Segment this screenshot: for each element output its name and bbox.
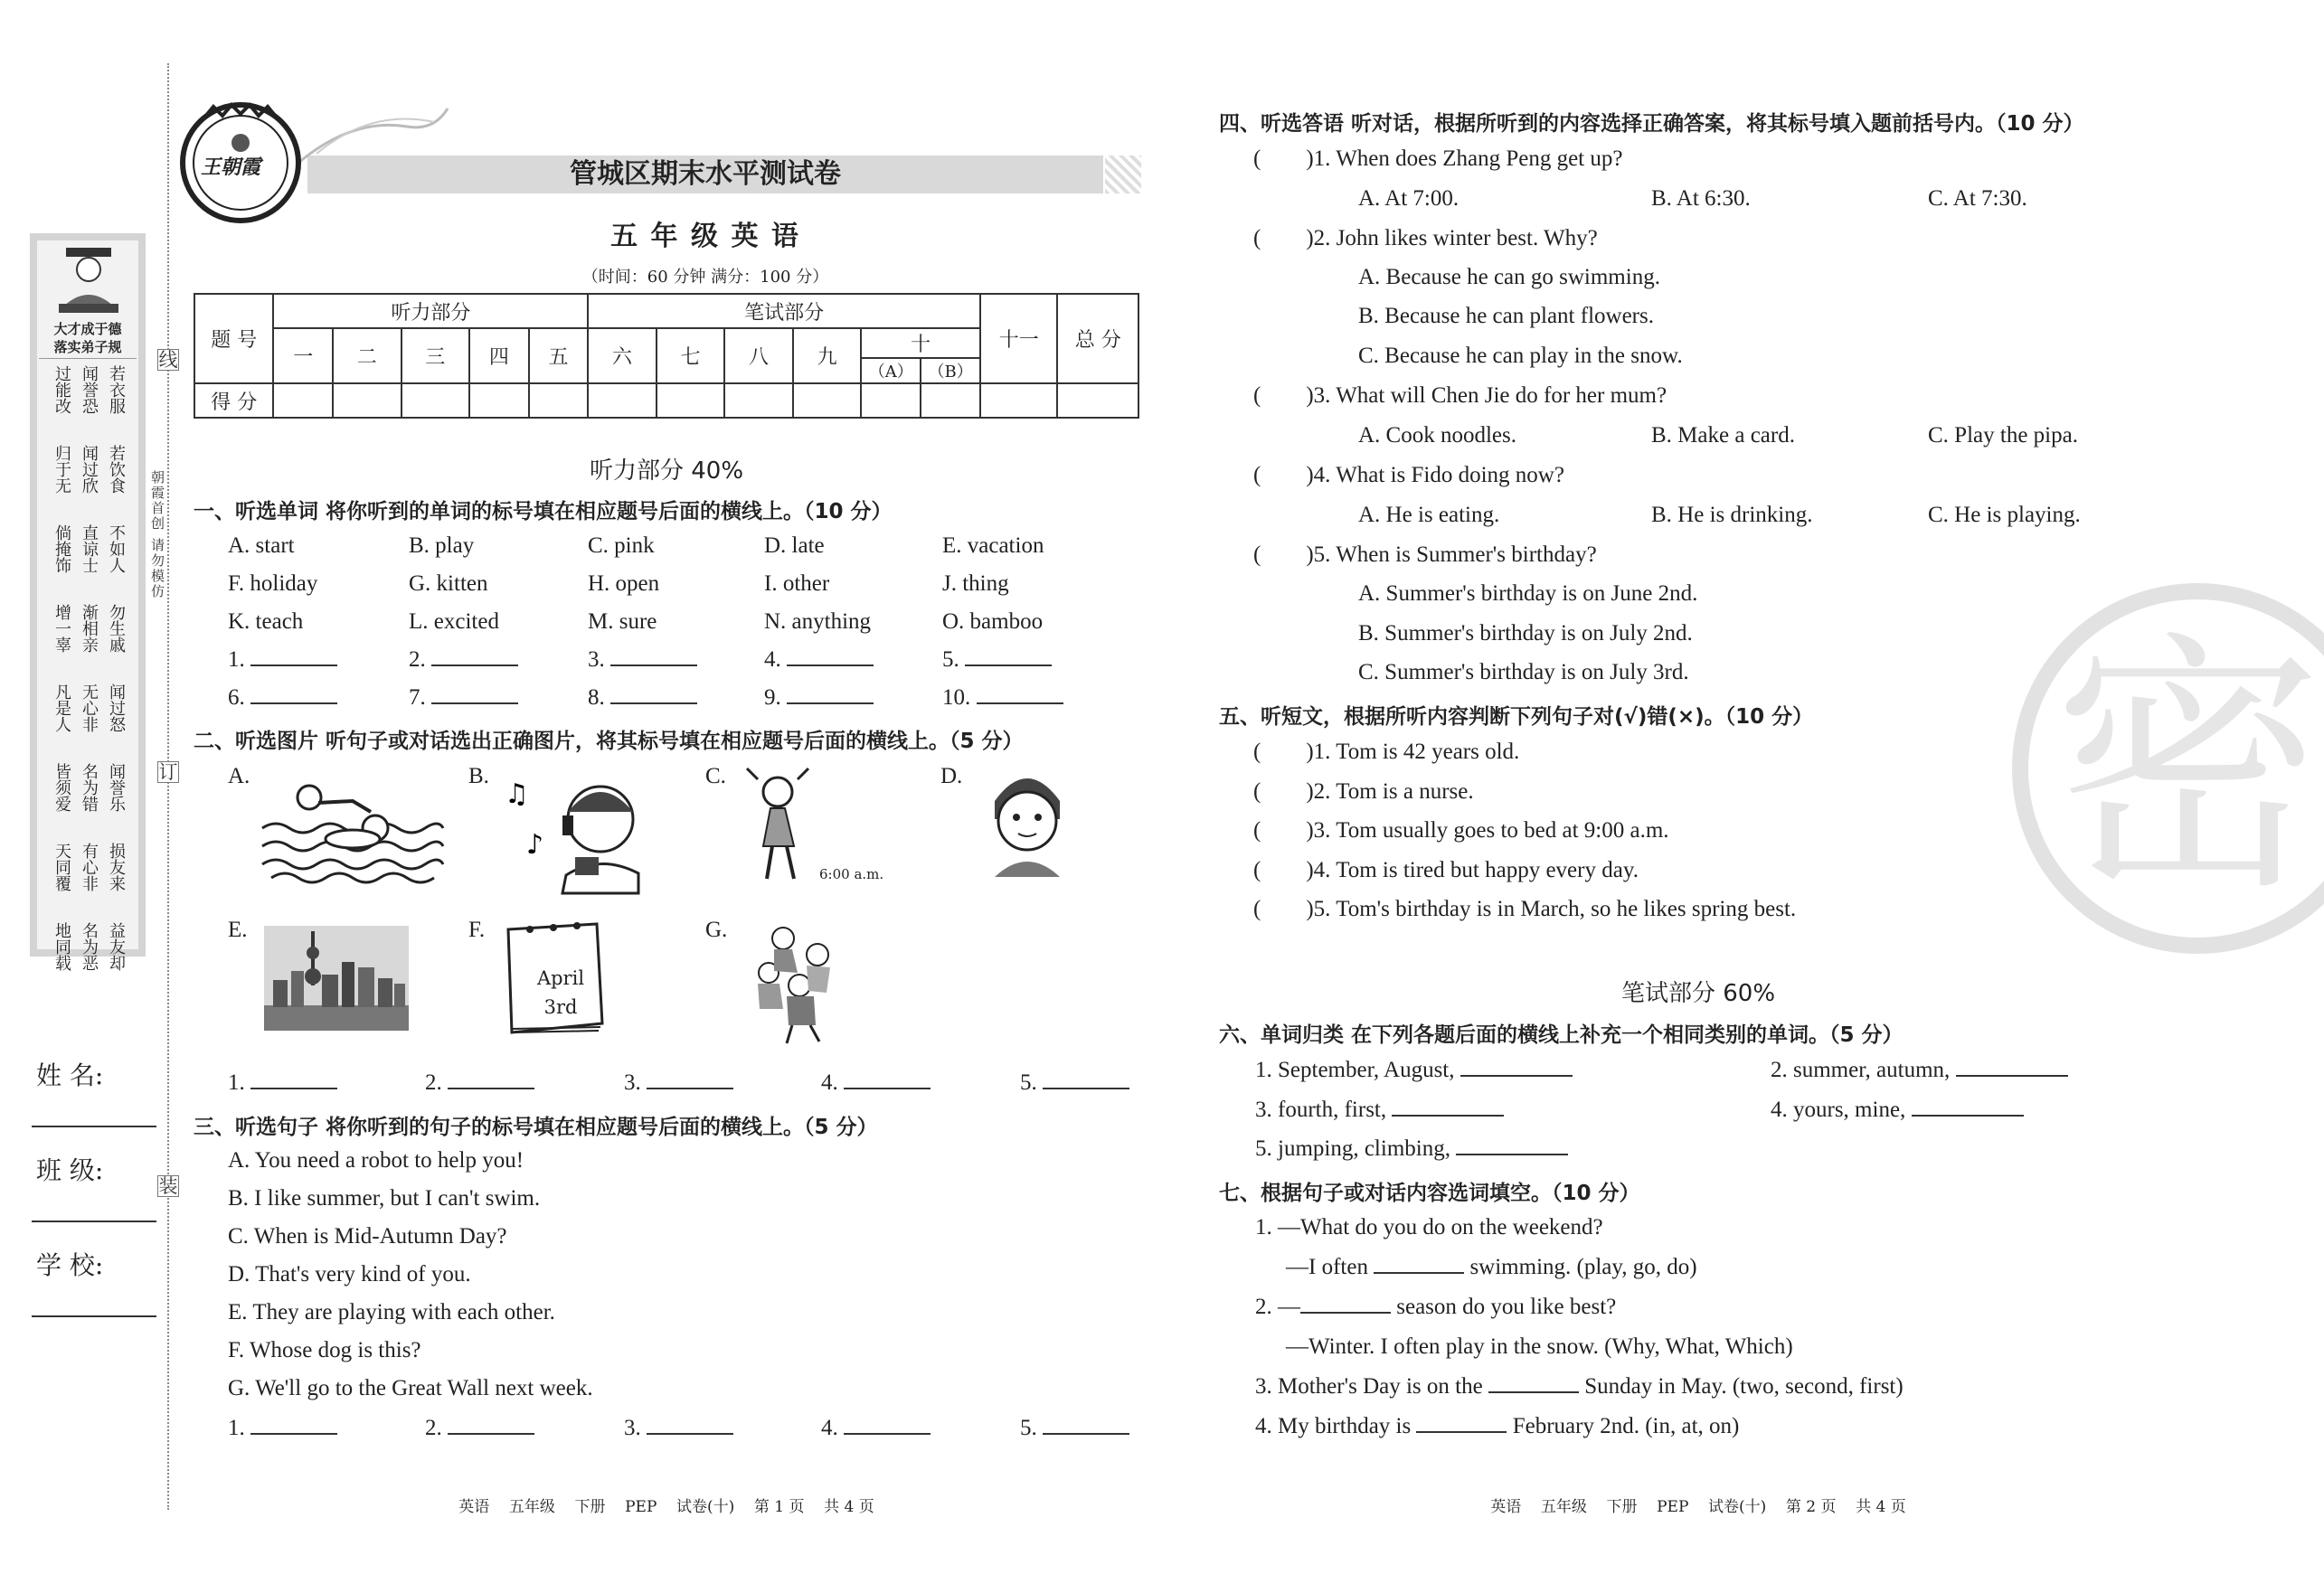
logo-text: 王朝霞 xyxy=(201,156,261,179)
fill-line: —Winter. I often play in the snow. (Why, What, Which) xyxy=(1286,1334,1793,1359)
judge-item: ( )4. Tom is tired but happy every day. xyxy=(1253,858,1639,882)
answer-number: 1. xyxy=(228,1416,245,1440)
answer-number: 3. xyxy=(624,1416,641,1440)
score-cell[interactable] xyxy=(793,383,862,418)
answer-blank[interactable] xyxy=(250,1088,337,1089)
answer-number: 5. xyxy=(1020,1070,1037,1095)
answer-number: 4. xyxy=(821,1070,838,1095)
category-item: 4. yours, mine, xyxy=(1771,1098,1906,1122)
answer-number: 1. xyxy=(228,647,245,672)
judge-item: ( )3. Tom usually goes to bed at 9:00 a.m. xyxy=(1253,818,1669,843)
col-header: 四 xyxy=(469,328,529,383)
score-cell[interactable] xyxy=(980,383,1057,418)
answer-blank[interactable] xyxy=(431,702,518,704)
score-cell[interactable] xyxy=(333,383,402,418)
poem-column: 过能改 归于无 倘掩饰 增一辜 凡是人 皆须爱 天同覆 地同载 xyxy=(52,365,71,971)
fill-text: 4. My birthday is xyxy=(1255,1414,1412,1438)
word-option: E. vacation xyxy=(942,533,1044,558)
col-header: 六 xyxy=(588,328,657,383)
col-header: 二 xyxy=(333,328,402,383)
answer-blank[interactable] xyxy=(1374,1272,1464,1274)
word-option: N. anything xyxy=(764,609,872,634)
picture-label: E. xyxy=(228,918,248,942)
exam-title: 管城区期末水平测试卷 xyxy=(570,158,841,190)
fill-line: 1. —What do you do on the weekend? xyxy=(1255,1215,1603,1239)
judge-item: ( )2. Tom is a nurse. xyxy=(1253,779,1474,804)
footer-page-1: 英语 五年级 下册 PEP 试卷(十) 第 1 页 共 4 页 xyxy=(458,1498,874,1516)
option: C. At 7:30. xyxy=(1928,186,2027,211)
title-band-texture xyxy=(1105,156,1141,193)
answer-number: 2. xyxy=(425,1416,442,1440)
picture-label: A. xyxy=(228,764,250,788)
section-4-heading: 四、听选答语 听对话，根据所听到的内容选择正确答案，将其标号填入题前括号内。（10 分） xyxy=(1219,112,2084,136)
listening-title: 听力部分 40% xyxy=(589,457,744,485)
sentence-option: C. When is Mid-Autumn Day? xyxy=(228,1224,507,1249)
option: A. He is eating. xyxy=(1358,503,1500,527)
picture-label: C. xyxy=(705,764,726,788)
scholar-figure-icon xyxy=(55,244,122,316)
poem-column: 闻誉恐 闻过欣 直谅士 渐相亲 无心非 名为错 有心非 名为恶 xyxy=(80,365,99,971)
score-cell[interactable] xyxy=(588,383,657,418)
answer-blank[interactable] xyxy=(250,664,337,666)
fill-text: February 2nd. (in, at, on) xyxy=(1512,1414,1740,1438)
answer-blank[interactable] xyxy=(1300,1312,1391,1314)
fill-text: swimming. (play, go, do) xyxy=(1469,1255,1697,1279)
calendar-day: 3rd xyxy=(543,996,578,1018)
sentence-option: F. Whose dog is this? xyxy=(228,1338,421,1362)
judge-item: ( )5. Tom's birthday is in March, so he likes spring best. xyxy=(1253,897,1797,921)
listening-to-music-image xyxy=(503,767,666,893)
question-3: ( )3. What will Chen Jie do for her mum? xyxy=(1253,383,1667,408)
answer-blank[interactable] xyxy=(610,664,697,666)
svg-text:♪: ♪ xyxy=(526,829,544,861)
word-option: A. start xyxy=(228,533,295,558)
option: A. Summer's birthday is on June 2nd. xyxy=(1358,581,1698,606)
question-2: ( )2. John likes winter best. Why? xyxy=(1253,226,1598,250)
answer-blank[interactable] xyxy=(250,702,337,704)
option: A. At 7:00. xyxy=(1358,186,1460,211)
question-1: ( )1. When does Zhang Peng get up? xyxy=(1253,146,1623,171)
binding-mark-staple: 订 xyxy=(158,761,178,783)
score-cell[interactable] xyxy=(529,383,589,418)
answer-blank[interactable] xyxy=(787,702,874,704)
row-label: 题 号 xyxy=(194,294,273,383)
calendar-text xyxy=(524,964,597,1022)
morning-exercise-image xyxy=(740,765,821,882)
picture-label: G. xyxy=(705,918,728,942)
class-label: 班 级: xyxy=(36,1155,104,1185)
score-cell[interactable] xyxy=(724,383,793,418)
svg-text:♫: ♫ xyxy=(505,778,529,810)
answer-number: 5. xyxy=(942,647,959,672)
writing-part-header: 笔试部分 xyxy=(588,294,980,328)
score-cell[interactable] xyxy=(861,383,921,418)
option: A. Because he can go swimming. xyxy=(1358,265,1660,289)
word-option: J. thing xyxy=(942,571,1009,596)
swimming-kids-image xyxy=(262,774,443,887)
option: B. Make a card. xyxy=(1651,423,1795,448)
answer-number: 1. xyxy=(228,1070,245,1095)
word-option: F. holiday xyxy=(228,571,318,596)
answer-number: 6. xyxy=(228,685,245,710)
fill-text: 3. Mother's Day is on the xyxy=(1255,1374,1483,1399)
col-header: 九 xyxy=(793,328,862,383)
word-option: O. bamboo xyxy=(942,609,1044,634)
answer-blank[interactable] xyxy=(610,702,697,704)
judge-item: ( )1. Tom is 42 years old. xyxy=(1253,740,1520,764)
word-option: L. excited xyxy=(409,609,499,634)
col-header: 五 xyxy=(529,328,589,383)
writing-title: 笔试部分 60% xyxy=(1620,980,1776,1007)
footer-page-2: 英语 五年级 下册 PEP 试卷(十) 第 2 页 共 4 页 xyxy=(1490,1498,1906,1516)
score-cell[interactable] xyxy=(657,383,725,418)
section-1-heading: 一、听选单词 将你听到的单词的标号填在相应题号后面的横线上。（10 分） xyxy=(194,500,893,523)
picture-label: D. xyxy=(940,764,963,788)
score-cell[interactable] xyxy=(402,383,470,418)
col-header: 三 xyxy=(402,328,470,383)
section-7-heading: 七、根据句子或对话内容选词填空。（10 分） xyxy=(1219,1182,1640,1205)
word-option: K. teach xyxy=(228,609,304,634)
subject-title: 五 年 级 英 语 xyxy=(610,221,800,252)
word-option: C. pink xyxy=(588,533,655,558)
score-table xyxy=(194,293,1139,419)
score-cell[interactable] xyxy=(469,383,529,418)
question-4: ( )4. What is Fido doing now? xyxy=(1253,463,1564,487)
word-option: H. open xyxy=(588,571,660,596)
option: C. Summer's birthday is on July 3rd. xyxy=(1358,660,1689,684)
answer-blank[interactable] xyxy=(647,1088,733,1089)
col-header: 七 xyxy=(657,328,725,383)
word-option: M. sure xyxy=(588,609,657,634)
answer-number: 4. xyxy=(821,1416,838,1440)
category-item: 5. jumping, climbing, xyxy=(1255,1136,1450,1161)
copyright-notice: 朝霞首创 请勿模仿 xyxy=(149,470,165,599)
answer-blank[interactable] xyxy=(1912,1115,2024,1117)
school-input[interactable] xyxy=(32,1315,156,1317)
option: C. Play the pipa. xyxy=(1928,423,2078,448)
sub-col-a: （A） xyxy=(861,358,921,383)
sentence-option: A. You need a robot to help you! xyxy=(228,1148,524,1173)
section-2-heading: 二、听选图片 听句子或对话选出正确图片，将其标号填在相应题号后面的横线上。（5 分） xyxy=(194,730,1024,753)
answer-blank[interactable] xyxy=(844,1088,931,1089)
option: C. Because he can play in the snow. xyxy=(1358,344,1683,368)
city-skyline-photo xyxy=(264,926,409,1031)
word-option: B. play xyxy=(409,533,475,558)
category-item: 3. fourth, first, xyxy=(1255,1098,1387,1122)
sidebar-card xyxy=(30,233,146,971)
answer-blank[interactable] xyxy=(431,664,518,666)
answer-blank[interactable] xyxy=(1392,1115,1504,1117)
option: B. At 6:30. xyxy=(1651,186,1751,211)
col-11-header: 十一 xyxy=(980,294,1057,383)
fill-text: 2. — xyxy=(1255,1295,1300,1319)
category-item: 2. summer, autumn, xyxy=(1771,1058,1951,1082)
sidebar-slogan-line: 大才成于德 xyxy=(53,321,122,337)
sentence-option: B. I like summer, but I can't swim. xyxy=(228,1186,541,1211)
col-header: 十 xyxy=(861,328,980,358)
clock-caption: 6:00 a.m. xyxy=(819,866,884,882)
score-cell[interactable] xyxy=(273,383,333,418)
sidebar-slogan-line: 落实弟子规 xyxy=(53,339,122,355)
fill-text: —I often xyxy=(1286,1255,1368,1279)
name-input[interactable] xyxy=(32,1126,156,1127)
answer-blank[interactable] xyxy=(1456,1154,1568,1155)
answer-number: 5. xyxy=(1020,1416,1037,1440)
answer-blank[interactable] xyxy=(448,1433,534,1435)
school-label: 学 校: xyxy=(36,1250,104,1280)
answer-blank[interactable] xyxy=(1043,1433,1129,1435)
word-option: I. other xyxy=(764,571,830,596)
answer-blank[interactable] xyxy=(1956,1075,2068,1077)
answer-number: 2. xyxy=(425,1070,442,1095)
total-header: 总 分 xyxy=(1057,294,1138,383)
answer-number: 3. xyxy=(588,647,605,672)
col-header: 一 xyxy=(273,328,333,383)
sentence-option: G. We'll go to the Great Wall next week. xyxy=(228,1376,593,1400)
picture-label: B. xyxy=(468,764,489,788)
col-header: 八 xyxy=(724,328,793,383)
boy-portrait-image xyxy=(982,765,1072,878)
section-3-heading: 三、听选句子 将你听到的句子的标号填在相应题号后面的横线上。（5 分） xyxy=(194,1116,878,1139)
score-cell-total[interactable] xyxy=(1057,383,1138,418)
word-option: D. late xyxy=(764,533,825,558)
answer-blank[interactable] xyxy=(787,664,874,666)
class-input[interactable] xyxy=(32,1221,156,1222)
answer-blank[interactable] xyxy=(844,1433,931,1435)
option: B. Because he can plant flowers. xyxy=(1358,304,1654,328)
answer-blank[interactable] xyxy=(448,1088,534,1089)
answer-number: 4. xyxy=(764,647,781,672)
calendar-month: April xyxy=(536,967,585,989)
binding-mark-bind: 装 xyxy=(158,1175,178,1197)
name-label: 姓 名: xyxy=(36,1060,104,1090)
fill-text: Sunday in May. (two, second, first) xyxy=(1584,1374,1904,1399)
score-cell[interactable] xyxy=(921,383,980,418)
answer-blank[interactable] xyxy=(977,702,1063,704)
answer-number: 8. xyxy=(588,685,605,710)
sentence-option: D. That's very kind of you. xyxy=(228,1262,471,1287)
listening-part-header: 听力部分 xyxy=(273,294,588,328)
answer-blank[interactable] xyxy=(1043,1088,1129,1089)
sub-col-b: （B） xyxy=(921,358,980,383)
category-item: 1. September, August, xyxy=(1255,1058,1455,1082)
fill-text: season do you like best? xyxy=(1396,1295,1617,1319)
kids-playing-image xyxy=(747,919,846,1045)
answer-blank[interactable] xyxy=(965,664,1052,666)
option: A. Cook noodles. xyxy=(1358,423,1516,448)
section-5-heading: 五、听短文，根据所听内容判断下列句子对(√)错(×)。（10 分） xyxy=(1219,705,1814,729)
sentence-option: E. They are playing with each other. xyxy=(228,1300,555,1324)
answer-blank[interactable] xyxy=(250,1433,337,1435)
poem-column: 若衣服 若饮食 不如人 勿生戚 闻过怒 闻誉乐 损友来 益友却 xyxy=(107,365,126,971)
answer-blank[interactable] xyxy=(1416,1431,1507,1433)
score-label: 得 分 xyxy=(194,383,273,418)
answer-blank[interactable] xyxy=(1488,1391,1579,1393)
section-6-heading: 六、单词归类 在下列各题后面的横线上补充一个相同类别的单词。（5 分） xyxy=(1219,1023,1904,1047)
option: C. He is playing. xyxy=(1928,503,2081,527)
answer-number: 2. xyxy=(409,647,426,672)
answer-number: 10. xyxy=(942,685,971,710)
answer-number: 3. xyxy=(624,1070,641,1095)
question-5: ( )5. When is Summer's birthday? xyxy=(1253,542,1597,567)
answer-number: 9. xyxy=(764,685,781,710)
binding-mark-line: 线 xyxy=(158,349,178,371)
option: B. Summer's birthday is on July 2nd. xyxy=(1358,621,1693,646)
picture-label: F. xyxy=(468,918,486,942)
time-info: （时间：60 分钟 满分：100 分） xyxy=(581,268,829,287)
word-option: G. kitten xyxy=(409,571,488,596)
option: B. He is drinking. xyxy=(1651,503,1813,527)
watermark-text: 密 xyxy=(2053,610,2324,926)
answer-blank[interactable] xyxy=(1460,1075,1573,1077)
answer-number: 7. xyxy=(409,685,426,710)
answer-blank[interactable] xyxy=(647,1433,733,1435)
